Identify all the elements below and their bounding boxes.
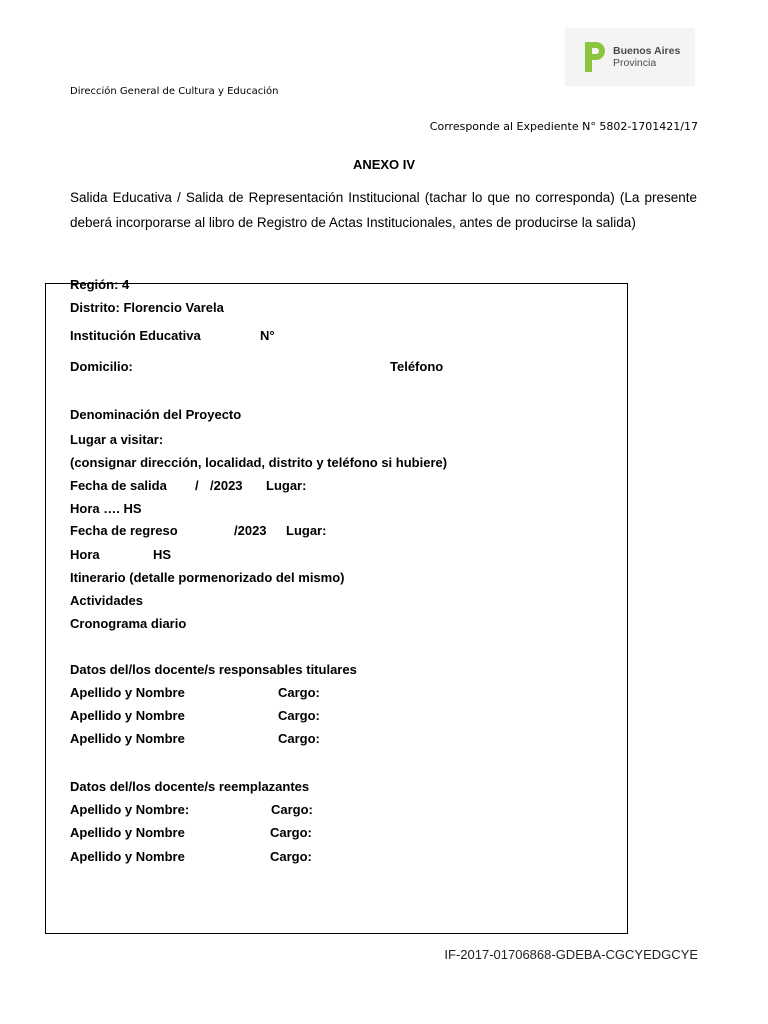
itinerario-label: Itinerario (detalle pormenorizado del mismo): [70, 570, 345, 585]
actividades-label: Actividades: [70, 593, 143, 608]
denominacion-label: Denominación del Proyecto: [70, 407, 242, 422]
region-label: Región: [70, 277, 115, 292]
domicilio-label: Domicilio:: [70, 359, 133, 374]
titular-cargo-label: Cargo:: [278, 708, 320, 723]
hora-salida-label: Hora …. HS: [70, 501, 142, 516]
logo-p-icon: [583, 40, 607, 74]
titular-name-label: Apellido y Nombre: [70, 731, 185, 746]
logo-text-line2: Provincia: [613, 57, 657, 69]
fecha-salida-separator: /: [195, 478, 199, 493]
titular-cargo-label: Cargo:: [278, 685, 320, 700]
hora-regreso-label: Hora: [70, 547, 100, 562]
fecha-salida-label: Fecha de salida: [70, 478, 167, 493]
titulares-heading: Datos del/los docente/s responsables titulares: [70, 662, 357, 677]
fecha-regreso-year: /2023: [234, 523, 267, 538]
institucion-label: Institución Educativa: [70, 328, 201, 343]
organization-header: Dirección General de Cultura y Educación: [70, 86, 279, 97]
buenos-aires-provincia-logo: [565, 28, 695, 86]
titular-name-label: Apellido y Nombre: [70, 685, 185, 700]
region-value: : 4: [114, 277, 130, 292]
expediente-reference: Corresponde al Expediente N° 5802-1701421/17: [429, 120, 698, 133]
consignar-note: (consignar dirección, localidad, distrito y teléfono si hubiere): [70, 455, 448, 470]
region-field: [70, 277, 129, 292]
reemplazante-cargo-label: Cargo:: [270, 849, 312, 864]
titular-name-label: Apellido y Nombre: [70, 708, 185, 723]
distrito-field: Distrito: Florencio Varela: [70, 300, 224, 315]
logo-text-line1: Buenos Aires: [613, 45, 681, 57]
fecha-regreso-label: Fecha de regreso: [70, 523, 178, 538]
lugar-label-2: Lugar:: [286, 523, 327, 538]
document-code: IF-2017-01706868-GDEBA-CGCYEDGCYE: [444, 947, 698, 962]
lugar-label-1: Lugar:: [266, 478, 307, 493]
intro-paragraph: Salida Educativa / Salida de Representación Institucional (tachar lo que no corresponda) (La presente deberá incorporarse al libro de Registro de Actas Institucionales, antes de producirse la salida): [70, 190, 697, 230]
cronograma-label: Cronograma diario: [70, 616, 187, 631]
numero-label: N°: [260, 328, 275, 343]
titular-cargo-label: Cargo:: [278, 731, 320, 746]
reemplazante-name-label: Apellido y Nombre: [70, 825, 185, 840]
lugar-visitar-label: Lugar a visitar:: [70, 432, 164, 447]
reemplazante-cargo-label: Cargo:: [271, 802, 313, 817]
fecha-salida-year: /2023: [210, 478, 243, 493]
reemplazante-cargo-label: Cargo:: [270, 825, 312, 840]
telefono-label: Teléfono: [390, 359, 444, 374]
reemplazante-name-label: Apellido y Nombre: [70, 849, 185, 864]
annex-title: ANEXO IV: [352, 157, 416, 172]
reemplazante-name-label: Apellido y Nombre:: [70, 802, 190, 817]
reemplazantes-heading: Datos del/los docente/s reemplazantes: [70, 779, 310, 794]
hs-regreso-label: HS: [153, 547, 172, 562]
